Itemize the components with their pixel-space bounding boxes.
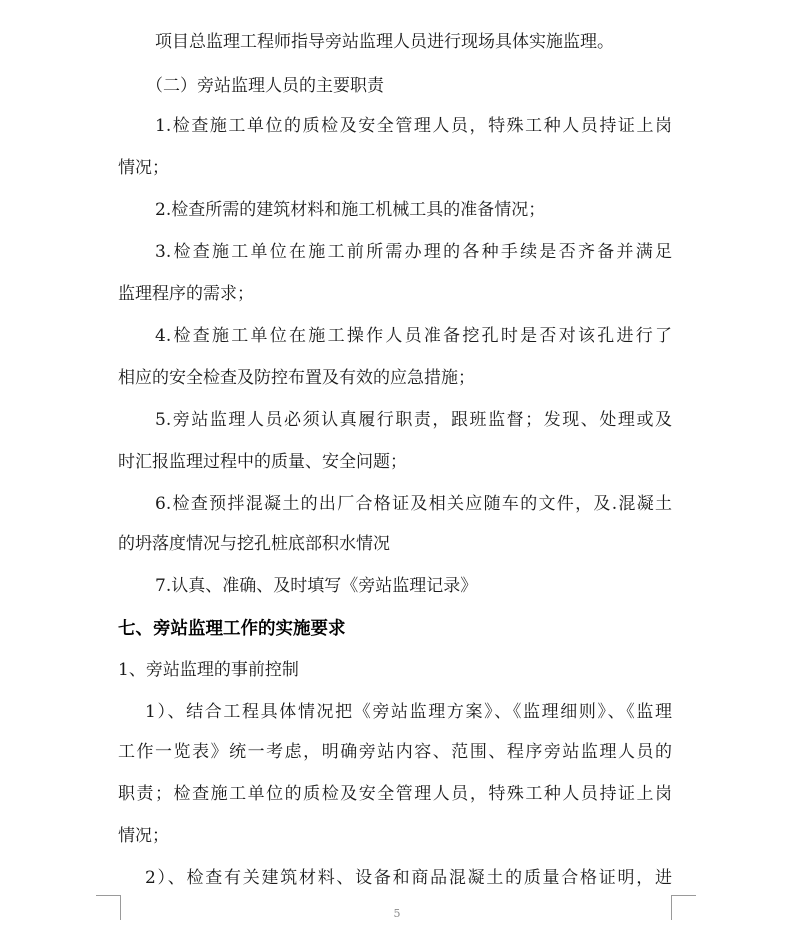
paragraph-line: 相应的安全检查及防控布置及有效的应急措施； [118, 368, 475, 388]
subsection-heading: 1、旁站监理的事前控制 [118, 660, 299, 680]
margin-corner-mark-right [671, 895, 696, 920]
paragraph-line: 3.检查施工单位在施工前所需办理的各种手续是否齐备并满足 [155, 242, 672, 262]
paragraph-line: 情况； [118, 158, 169, 178]
margin-corner-mark-left [96, 895, 121, 920]
paragraph-line: 4.检查施工单位在施工操作人员准备挖孔时是否对该孔进行了 [155, 326, 672, 346]
paragraph-line: 2）、检查有关建筑材料、设备和商品混凝土的质量合格证明，进 [145, 868, 672, 888]
paragraph-line: 6.检查预拌混凝土的出厂合格证及相关应随车的文件，及.混凝土 [155, 494, 672, 514]
section-subheading: （二）旁站监理人员的主要职责 [146, 76, 384, 96]
section-heading: 七、旁站监理工作的实施要求 [118, 618, 346, 639]
paragraph-line: 1）、结合工程具体情况把《旁站监理方案》、《监理细则》、《监理 [145, 702, 672, 722]
paragraph-line: 的坍落度情况与挖孔桩底部积水情况 [118, 534, 390, 554]
page-number: 5 [393, 907, 401, 920]
paragraph-line: 职责；检查施工单位的质检及安全管理人员，特殊工种人员持证上岗 [118, 784, 672, 804]
paragraph-line: 7.认真、准确、及时填写《旁站监理记录》 [155, 576, 478, 596]
paragraph-line: 2.检查所需的建筑材料和施工机械工具的准备情况； [155, 200, 546, 220]
paragraph-line: 时汇报监理过程中的质量、安全问题； [118, 452, 407, 472]
paragraph-line: 情况； [118, 826, 169, 846]
paragraph-line: 1.检查施工单位的质检及安全管理人员，特殊工种人员持证上岗 [155, 116, 672, 136]
paragraph-line: 工作一览表》统一考虑，明确旁站内容、范围、程序旁站监理人员的 [118, 742, 672, 762]
paragraph-line: 项目总监理工程师指导旁站监理人员进行现场具体实施监理。 [155, 32, 614, 52]
paragraph-line: 监理程序的需求； [118, 284, 254, 304]
paragraph-line: 5.旁站监理人员必须认真履行职责，跟班监督；发现、处理或及 [155, 410, 672, 430]
